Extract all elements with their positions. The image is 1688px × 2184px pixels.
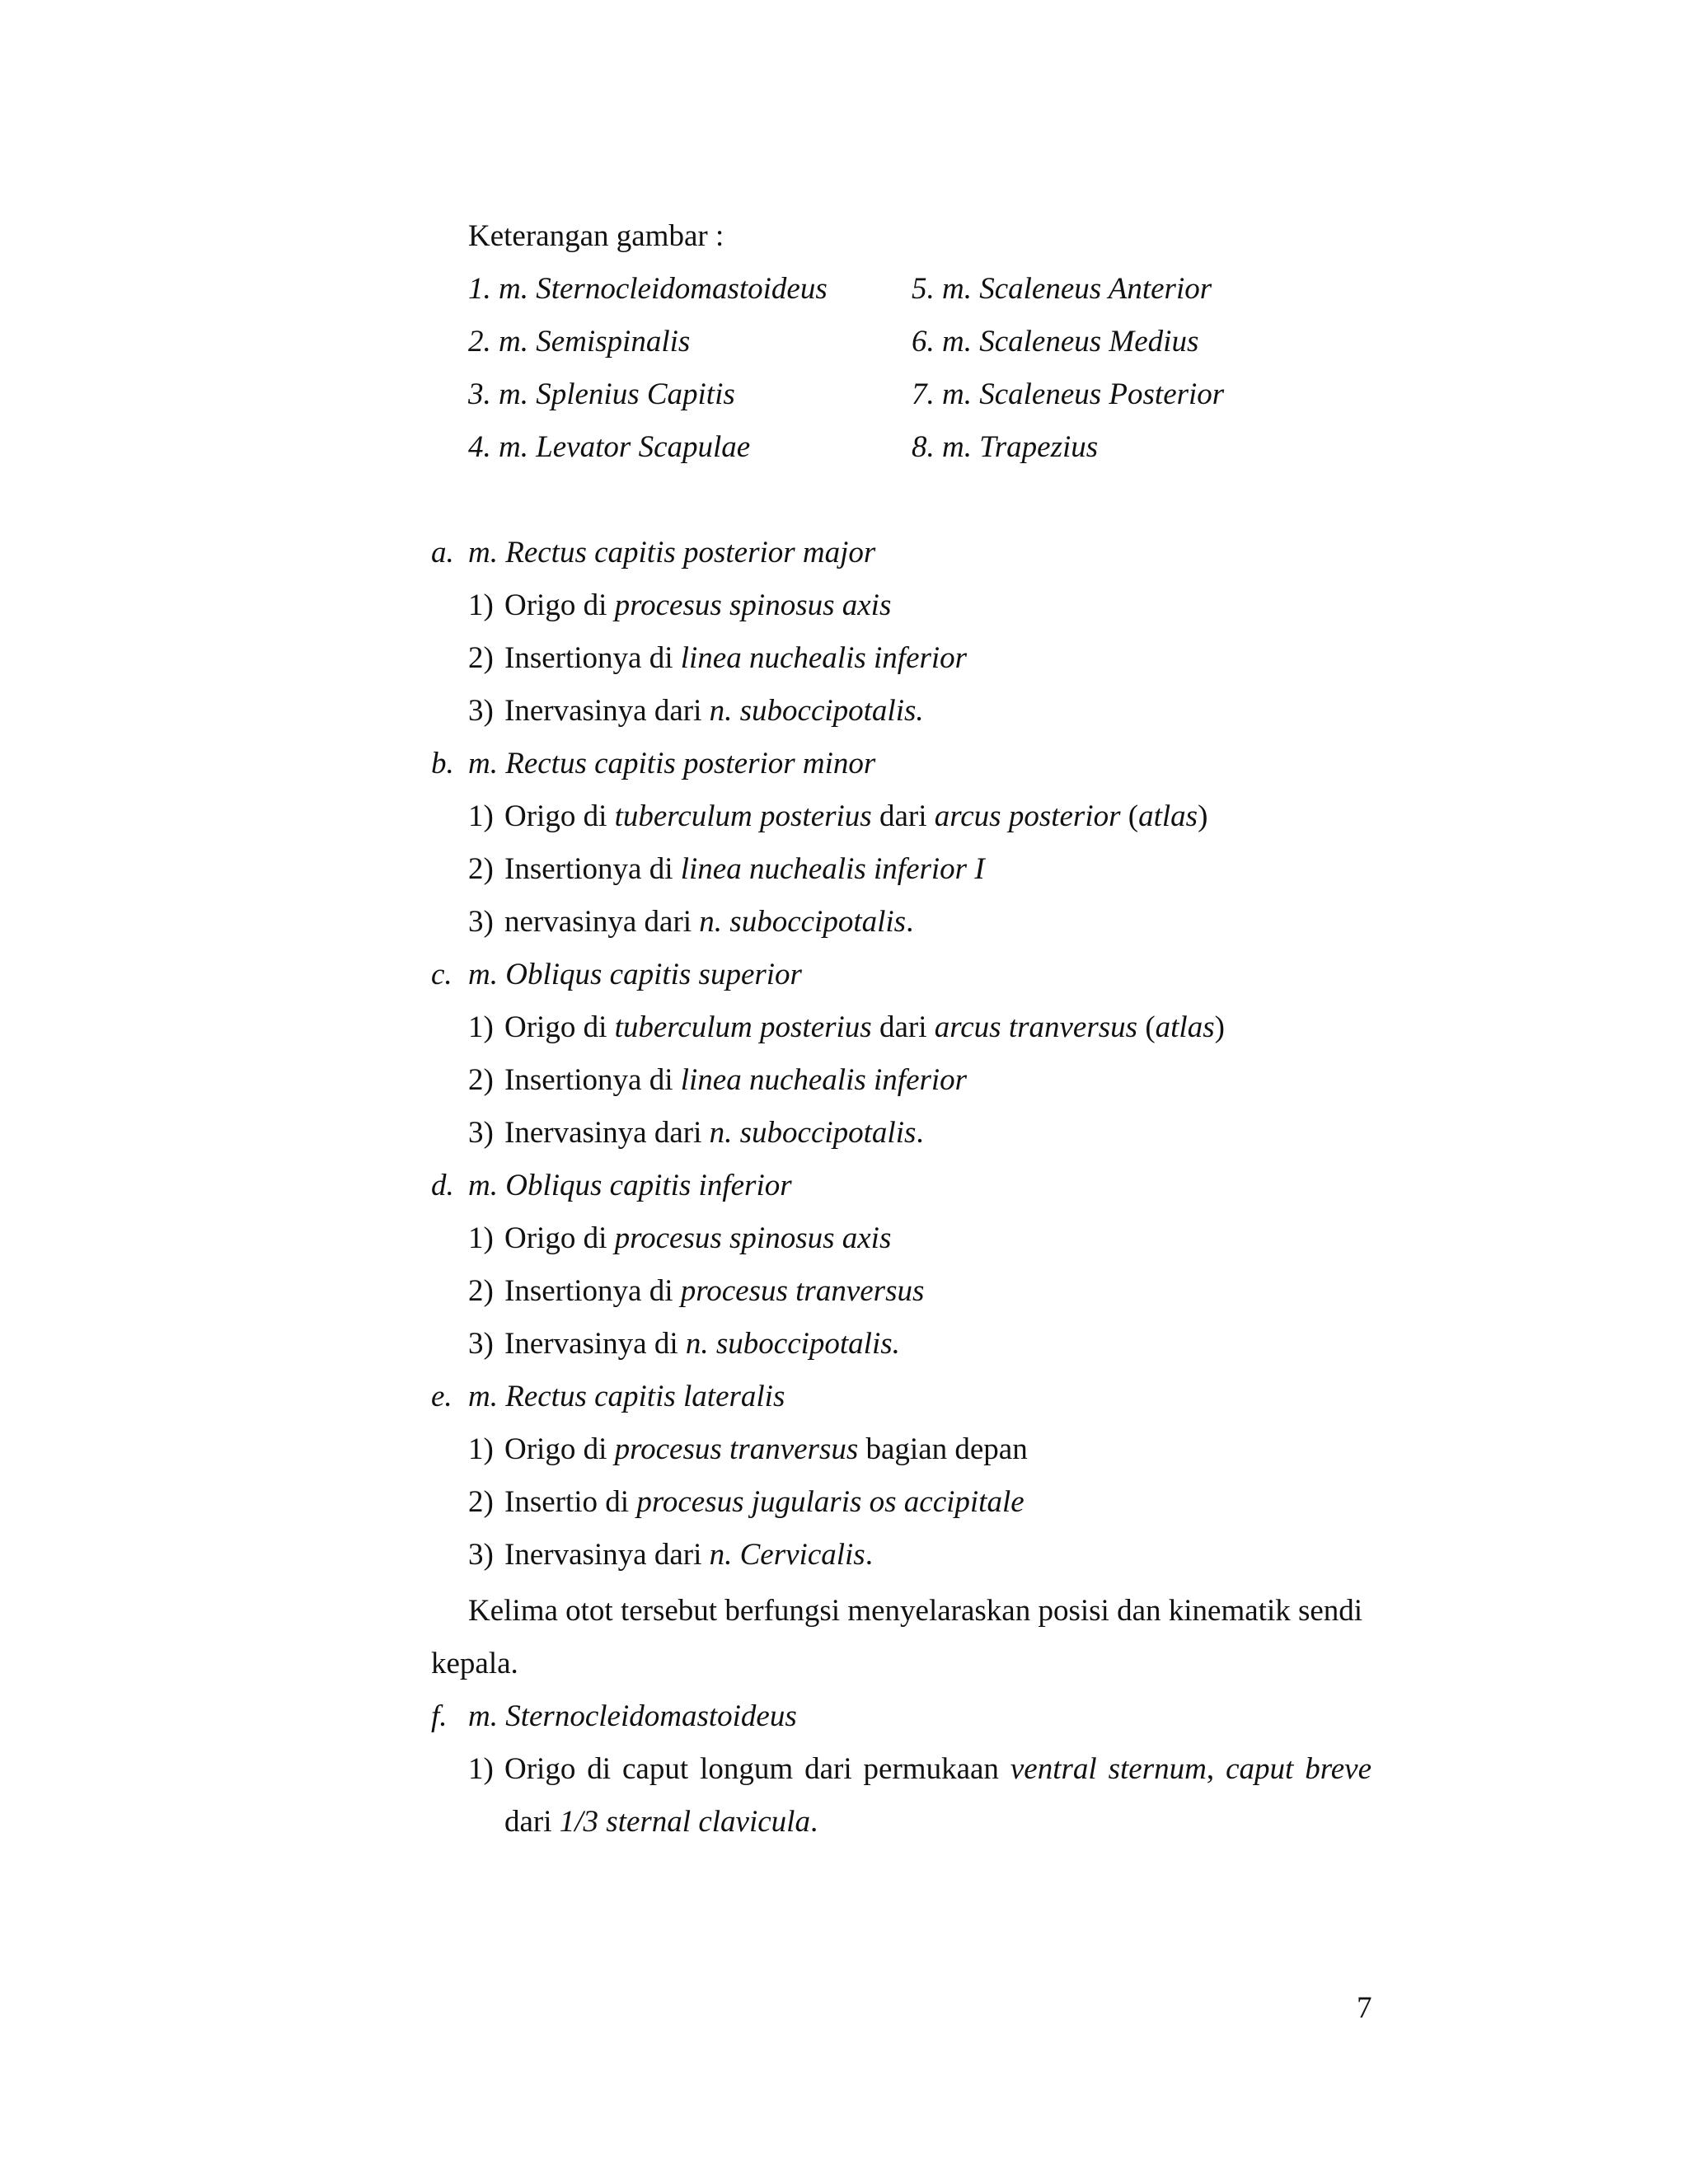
item-number: 1)	[468, 1221, 494, 1255]
page-number: 7	[1357, 1991, 1372, 2025]
item-text-segment: linea nuchealis inferior	[680, 1063, 968, 1097]
legend-title: Keterangan gambar :	[468, 219, 724, 253]
item-text-segment: ventral sternum	[1010, 1752, 1207, 1786]
item-text-segment: Insertio di	[504, 1485, 637, 1519]
section-title: m. Obliqus capitis superior	[468, 958, 802, 991]
section-marker: f.	[431, 1699, 448, 1733]
item-text-segment: tuberculum posterius	[614, 1010, 872, 1044]
item-text-segment: atlas	[1155, 1010, 1215, 1044]
item-text-segment: .	[906, 905, 914, 939]
item-text-segment: arcus posterior	[934, 799, 1121, 833]
section-heading	[431, 1381, 785, 1412]
item-text-segment: Origo di	[504, 588, 615, 622]
section-heading	[431, 537, 875, 568]
item-text-segment: .	[865, 1538, 873, 1572]
item-text-segment: linea nuchealis inferior	[680, 641, 968, 675]
item-number: 3)	[468, 1538, 494, 1572]
item-text-segment: caput breve	[1226, 1752, 1372, 1786]
section-title: m. Rectus capitis posterior minor	[468, 747, 876, 780]
item-number: 3)	[468, 1116, 494, 1150]
item-text-segment: bagian depan	[858, 1432, 1028, 1466]
item-number: 2)	[468, 1485, 494, 1519]
item-text-segment: Inervasinya dari	[504, 1538, 710, 1572]
list-item	[468, 1223, 891, 1254]
item-number: 3)	[468, 694, 494, 728]
item-text-segment: procesus spinosus axis	[614, 1221, 892, 1255]
summary-paragraph-line: kepala.	[431, 1647, 518, 1680]
legend-item: 4. m. Levator Scapulae	[468, 430, 751, 464]
section-title: m. Rectus capitis posterior major	[468, 536, 876, 569]
item-text-segment: 1/3 sternal clavicula	[559, 1805, 810, 1839]
item-text-segment: )	[1214, 1010, 1225, 1044]
item-text-segment: ,	[1206, 1752, 1226, 1786]
summary-paragraph-line: Kelima otot tersebut berfungsi menyelaraskan posisi dan kinematik sendi	[468, 1594, 1363, 1628]
list-item	[468, 1118, 924, 1148]
legend-item: 8. m. Trapezius	[912, 430, 1099, 464]
legend-item: 5. m. Scaleneus Anterior	[912, 272, 1212, 306]
list-item	[468, 1276, 924, 1306]
item-text-segment: procesus tranversus	[680, 1274, 925, 1308]
section-title: m. Rectus capitis lateralis	[468, 1380, 785, 1413]
item-text-segment: procesus spinosus axis	[614, 588, 892, 622]
item-text-segment: n. Cervicalis	[709, 1538, 865, 1572]
item-text-segment: (	[1120, 799, 1139, 833]
item-number: 2)	[468, 1063, 494, 1097]
legend-item: 7. m. Scaleneus Posterior	[912, 377, 1225, 411]
section-heading	[431, 1170, 792, 1201]
list-item	[468, 1754, 1372, 1784]
item-text-segment: dari	[504, 1805, 560, 1839]
item-text-segment: Insertionya di	[504, 641, 681, 675]
list-item	[468, 1329, 900, 1359]
item-text-segment: Origo di caput longum dari permukaan	[504, 1752, 1010, 1786]
list-item	[468, 1065, 967, 1095]
section-marker: b.	[431, 747, 454, 780]
item-text-segment: Insertionya di	[504, 1274, 681, 1308]
list-item	[468, 854, 985, 884]
section-marker: c.	[431, 958, 452, 991]
list-item	[468, 1487, 1025, 1517]
item-text-segment: Origo di	[504, 1221, 615, 1255]
list-item	[468, 1012, 1225, 1043]
item-number: 1)	[468, 1432, 494, 1466]
legend-item: 6. m. Scaleneus Medius	[912, 325, 1199, 359]
item-text-segment: n. suboccipotalis.	[685, 1327, 900, 1361]
section-heading	[431, 748, 875, 779]
item-text-segment: Origo di	[504, 799, 615, 833]
item-text-segment: n. suboccipotalis	[699, 905, 907, 939]
item-text-segment: atlas	[1138, 799, 1198, 833]
section-title: m. Sternocleidomastoideus	[468, 1699, 797, 1733]
item-text-segment: n. suboccipotalis	[709, 1116, 917, 1150]
section-marker: e.	[431, 1380, 452, 1413]
item-number: 2)	[468, 1274, 494, 1308]
list-item	[468, 1434, 1028, 1465]
item-number: 2)	[468, 852, 494, 886]
item-text-segment: Insertionya di	[504, 852, 681, 886]
item-text-segment: .	[809, 1805, 818, 1839]
item-text-segment: dari	[871, 1010, 935, 1044]
list-item	[468, 1540, 873, 1570]
item-number: 1)	[468, 588, 494, 622]
item-text-segment: Inervasinya dari	[504, 694, 710, 728]
item-text-segment: linea nuchealis inferior I	[680, 852, 985, 886]
list-item	[468, 907, 913, 937]
item-text-segment: )	[1198, 799, 1208, 833]
list-item	[468, 590, 891, 621]
list-item	[468, 643, 967, 673]
item-text-segment: dari	[871, 799, 935, 833]
section-heading	[431, 959, 802, 990]
item-text-segment: Origo di	[504, 1010, 615, 1044]
item-text-segment: Insertionya di	[504, 1063, 681, 1097]
section-title: m. Obliqus capitis inferior	[468, 1169, 792, 1202]
list-item-continuation	[504, 1807, 818, 1837]
item-number: 2)	[468, 641, 494, 675]
item-text-segment: arcus tranversus	[934, 1010, 1138, 1044]
item-text-segment: nervasinya dari	[504, 905, 700, 939]
legend-item: 3. m. Splenius Capitis	[468, 377, 735, 411]
item-text-segment: Inervasinya dari	[504, 1116, 710, 1150]
section-marker: d.	[431, 1169, 454, 1202]
item-number: 3)	[468, 1327, 494, 1361]
item-text-segment: procesus tranversus	[614, 1432, 859, 1466]
item-text-segment: Inervasinya di	[504, 1327, 686, 1361]
item-text-segment: .	[916, 1116, 924, 1150]
item-text-segment: tuberculum posterius	[614, 799, 872, 833]
section-marker: a.	[431, 536, 454, 569]
item-number: 1)	[468, 799, 494, 833]
item-number: 1)	[468, 1752, 494, 1786]
legend-item: 2. m. Semispinalis	[468, 325, 691, 359]
list-item	[468, 801, 1207, 832]
item-text-segment: Origo di	[504, 1432, 615, 1466]
item-number: 1)	[468, 1010, 494, 1044]
section-heading	[431, 1701, 797, 1732]
list-item	[468, 696, 924, 726]
item-text-segment: n. suboccipotalis.	[709, 694, 924, 728]
item-text-segment: procesus jugularis os accipitale	[636, 1485, 1025, 1519]
item-number: 3)	[468, 905, 494, 939]
legend-item: 1. m. Sternocleidomastoideus	[468, 272, 828, 306]
item-text-segment: (	[1137, 1010, 1156, 1044]
